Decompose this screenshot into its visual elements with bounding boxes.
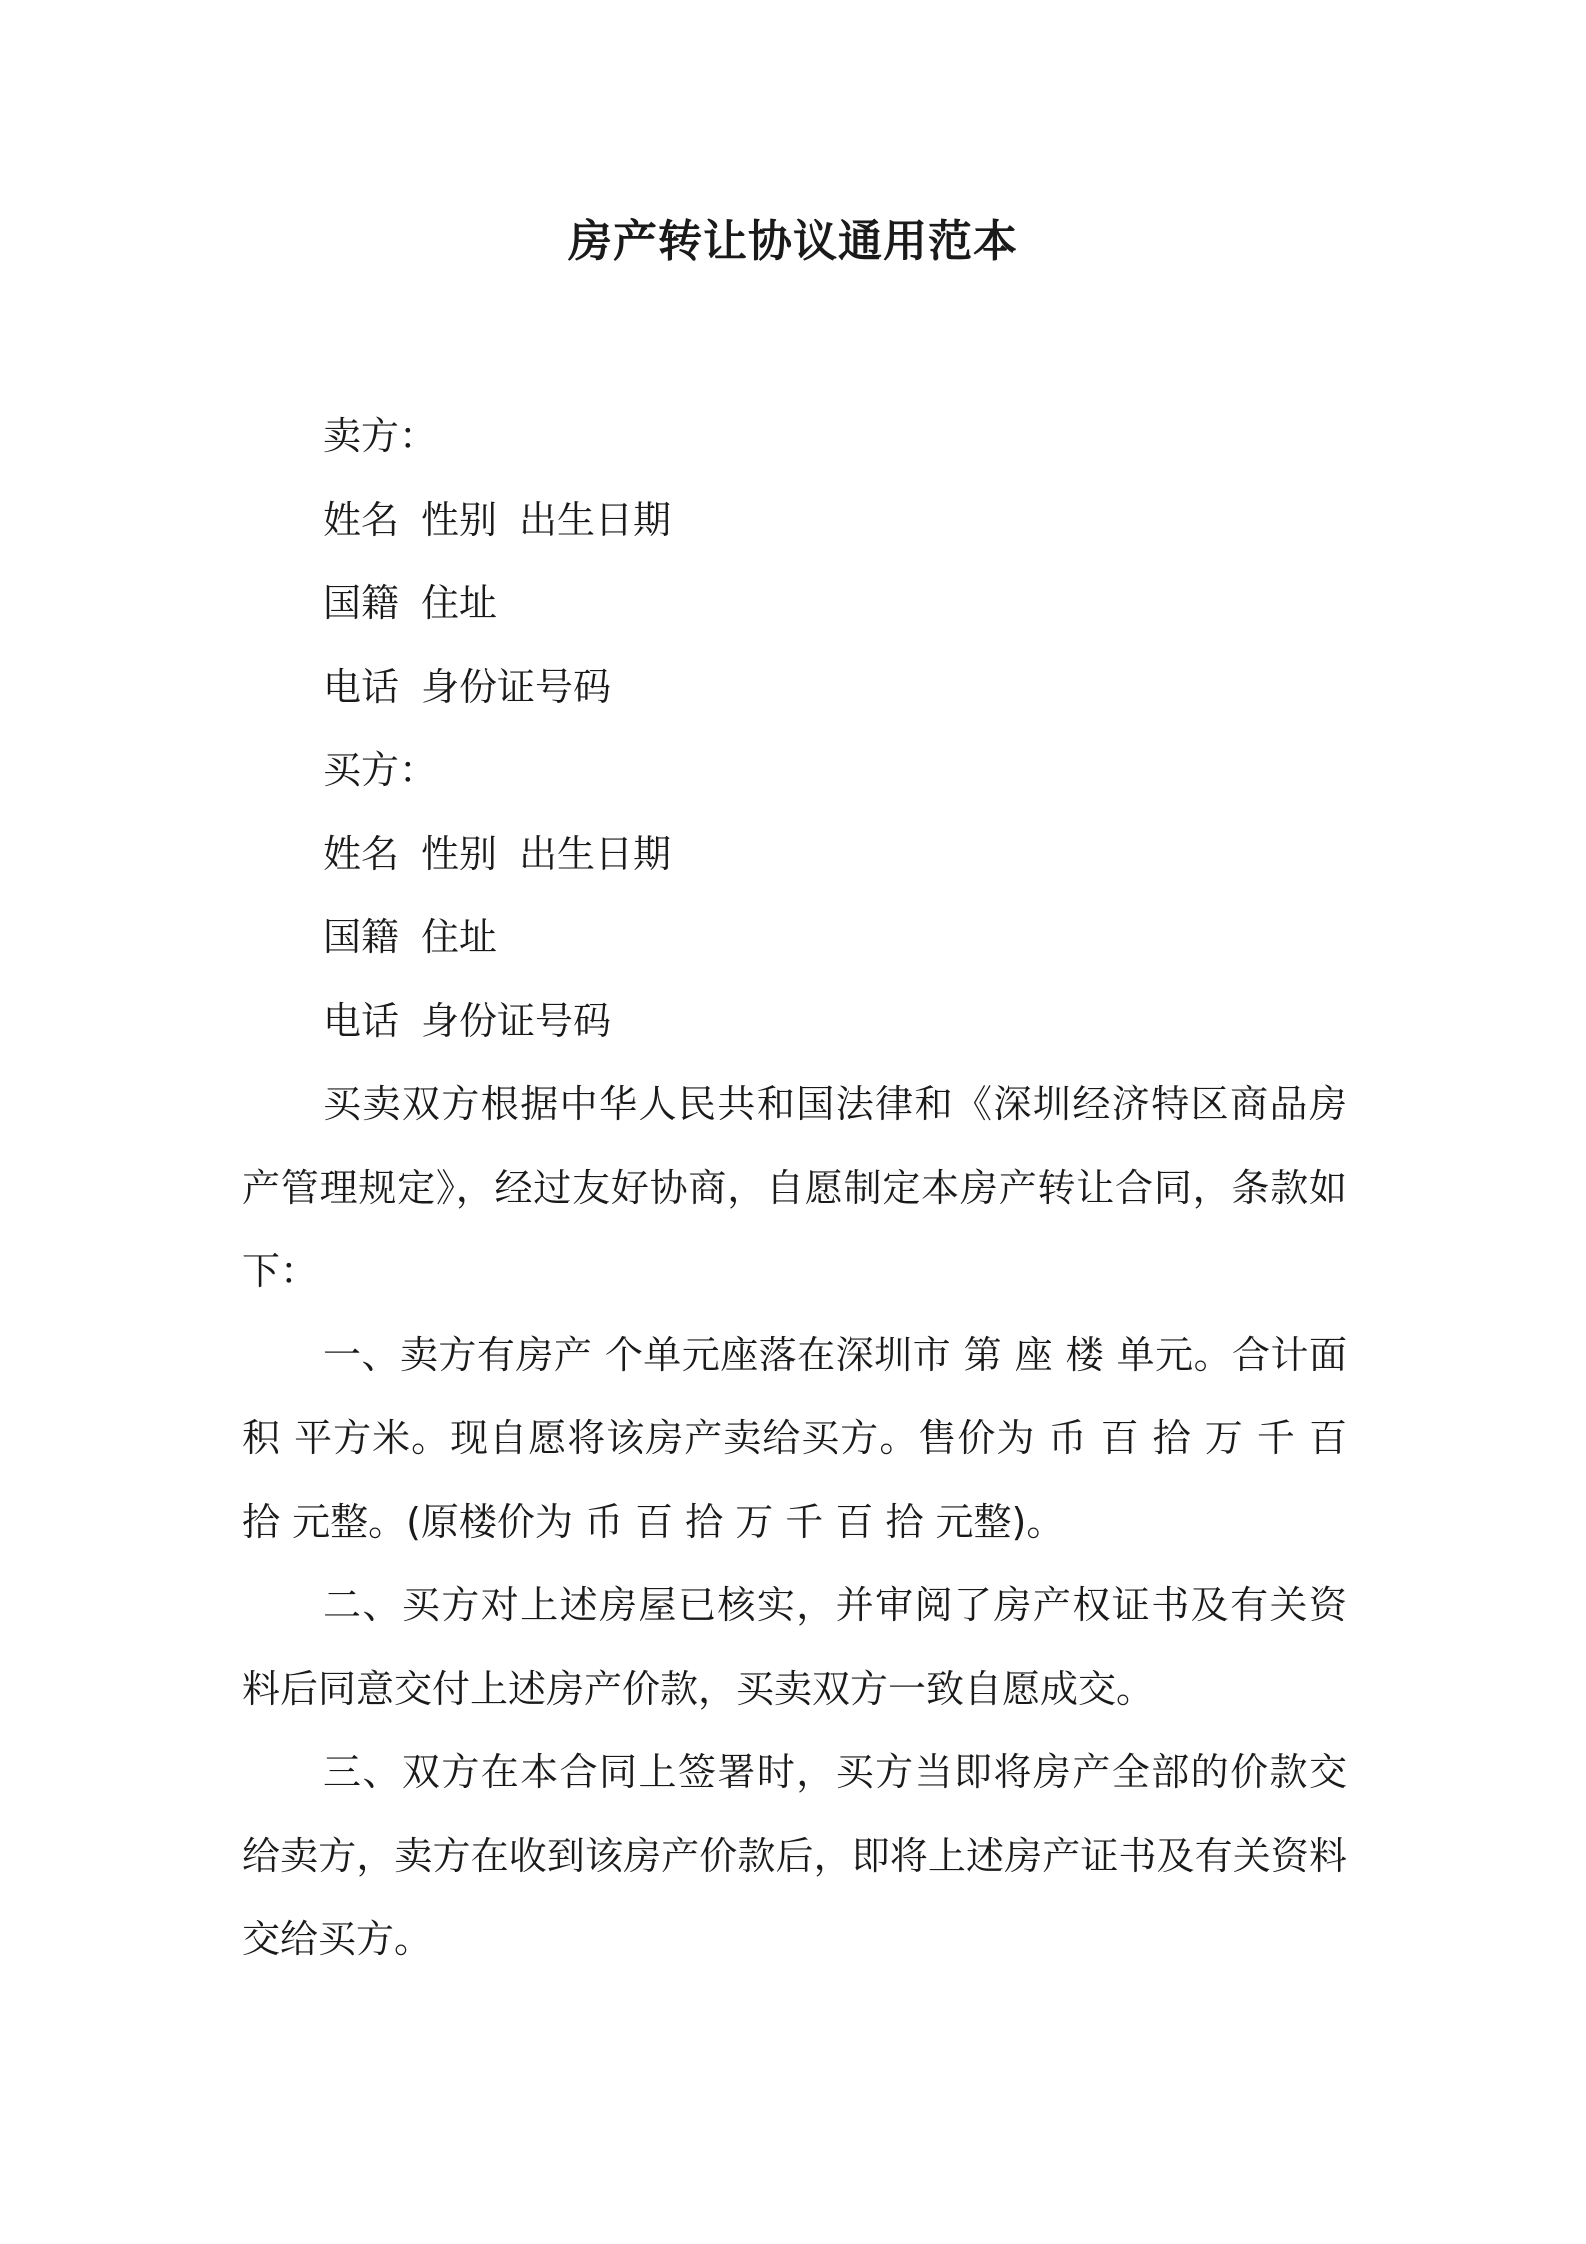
seller-gender-label: 性别 bbox=[421, 497, 498, 542]
seller-id-label: 身份证号码 bbox=[421, 664, 612, 709]
buyer-name-label: 姓名 bbox=[323, 831, 400, 876]
seller-address-label: 住址 bbox=[421, 581, 498, 625]
clause-2-paragraph: 二、买方对上述房屋已核实，并审阅了房产权证书及有关资料后同意交付上述房产价款，买卖双方一致自愿成交。 bbox=[242, 1583, 1347, 1711]
buyer-birthdate-label: 出生日期 bbox=[519, 831, 672, 876]
buyer-id-label: 身份证号码 bbox=[421, 998, 612, 1043]
buyer-row-phone bbox=[323, 980, 1373, 1064]
seller-phone-label: 电话 bbox=[323, 664, 400, 709]
seller-row-name bbox=[323, 479, 1373, 563]
seller-heading: 卖方： bbox=[323, 414, 438, 458]
document-title: 房产转让协议通用范本 bbox=[568, 216, 1018, 267]
intro-paragraph: 买卖双方根据中华人民共和国法律和《深圳经济特区商品房产管理规定》，经过友好协商，自愿制定本房产转让合同，条款如下： bbox=[242, 1082, 1347, 1293]
buyer-address-label: 住址 bbox=[421, 915, 498, 959]
clause-1-paragraph: 一、卖方有房产 个单元座落在深圳市 第 座 楼 单元。合计面积 平方米。现自愿将该房产卖给买方。售价为 币 百 拾 万 千 百 拾 元整。(原楼价为 币 百 拾 万 千 百 拾 元整)。 bbox=[242, 1332, 1347, 1544]
seller-block bbox=[323, 395, 1373, 1063]
buyer-gender-label: 性别 bbox=[421, 831, 498, 876]
buyer-row-name bbox=[323, 813, 1373, 897]
seller-birthdate-label: 出生日期 bbox=[519, 497, 672, 542]
seller-nationality-label: 国籍 bbox=[323, 581, 400, 625]
seller-row-nationality bbox=[323, 562, 1373, 646]
buyer-nationality-label: 国籍 bbox=[323, 915, 400, 959]
seller-row-phone bbox=[323, 646, 1373, 730]
buyer-phone-label: 电话 bbox=[323, 998, 400, 1043]
contract-body bbox=[242, 1063, 1347, 1982]
buyer-row-nationality bbox=[323, 896, 1373, 980]
seller-name-label: 姓名 bbox=[323, 497, 400, 542]
buyer-heading: 买方： bbox=[323, 748, 438, 792]
clause-3-paragraph: 三、双方在本合同上签署时，买方当即将房产全部的价款交给卖方，卖方在收到该房产价款后，即将上述房产证书及有关资料交给买方。 bbox=[242, 1750, 1347, 1961]
